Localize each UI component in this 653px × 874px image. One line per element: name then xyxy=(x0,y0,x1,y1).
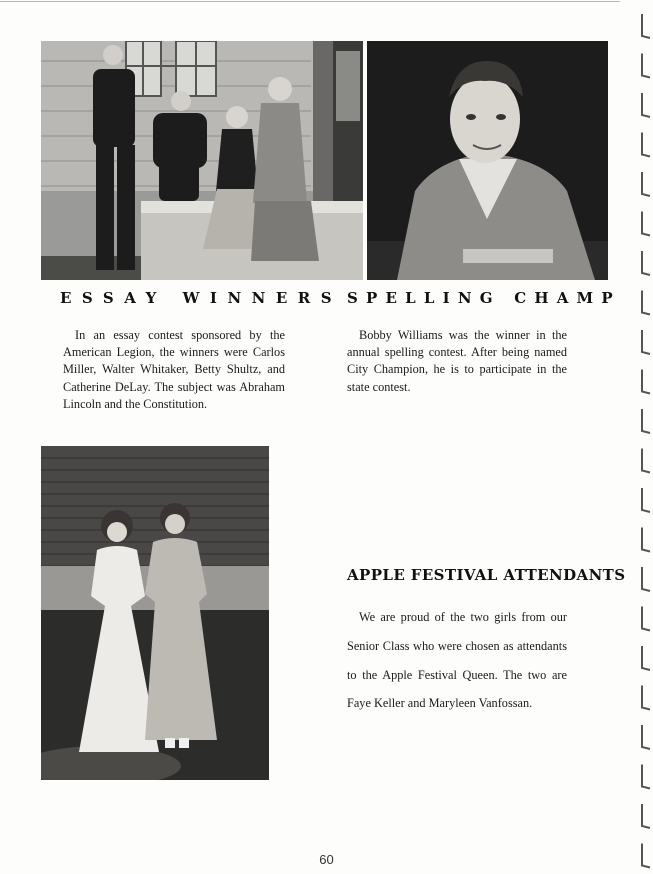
binding-ring xyxy=(642,330,650,354)
apple-festival-heading: APPLE FESTIVAL ATTENDANTS xyxy=(347,566,626,584)
binding-ring xyxy=(642,93,650,117)
binding-ring xyxy=(642,449,650,473)
binding-ring xyxy=(642,765,650,789)
essay-winners-photo xyxy=(41,41,363,280)
apple-festival-text: We are proud of the two girls from our Senior Class who were chosen as attendants to the Apple Festival Queen. The two are Faye Keller and Maryleen Vanfossan. xyxy=(347,610,567,711)
spelling-champ-photo xyxy=(367,41,608,280)
essay-winners-heading: ESSAY WINNERS xyxy=(60,289,343,307)
binding-ring xyxy=(642,251,650,275)
binding-ring xyxy=(642,528,650,552)
spelling-champ-text: Bobby Williams was the winner in the annual spelling contest. After being named City Champion, he is to participate in the state contest. xyxy=(347,328,567,394)
apple-festival-photo xyxy=(41,446,269,780)
binding-ring xyxy=(642,488,650,512)
spiral-binding xyxy=(628,0,653,874)
binding-ring xyxy=(642,14,650,38)
binding-ring xyxy=(642,409,650,433)
binding-ring xyxy=(642,54,650,78)
binding-ring xyxy=(642,567,650,591)
spelling-champ-heading: SPELLING CHAMP xyxy=(347,289,621,307)
binding-ring xyxy=(642,172,650,196)
top-edge-line xyxy=(0,1,620,2)
binding-ring xyxy=(642,133,650,157)
binding-ring xyxy=(642,291,650,315)
binding-ring xyxy=(642,804,650,828)
page-number: 60 xyxy=(319,852,334,867)
binding-ring xyxy=(642,212,650,236)
binding-ring xyxy=(642,686,650,710)
binding-ring xyxy=(642,844,650,868)
binding-ring xyxy=(642,607,650,631)
binding-ring xyxy=(642,370,650,394)
binding-ring xyxy=(642,725,650,749)
binding-ring xyxy=(642,646,650,670)
essay-winners-text: In an essay contest sponsored by the American Legion, the winners were Carlos Miller, Walter Whitaker, Betty Shultz, and Catherine DeLay. The subject was Abraham Lincoln and the Constitution. xyxy=(63,328,285,411)
